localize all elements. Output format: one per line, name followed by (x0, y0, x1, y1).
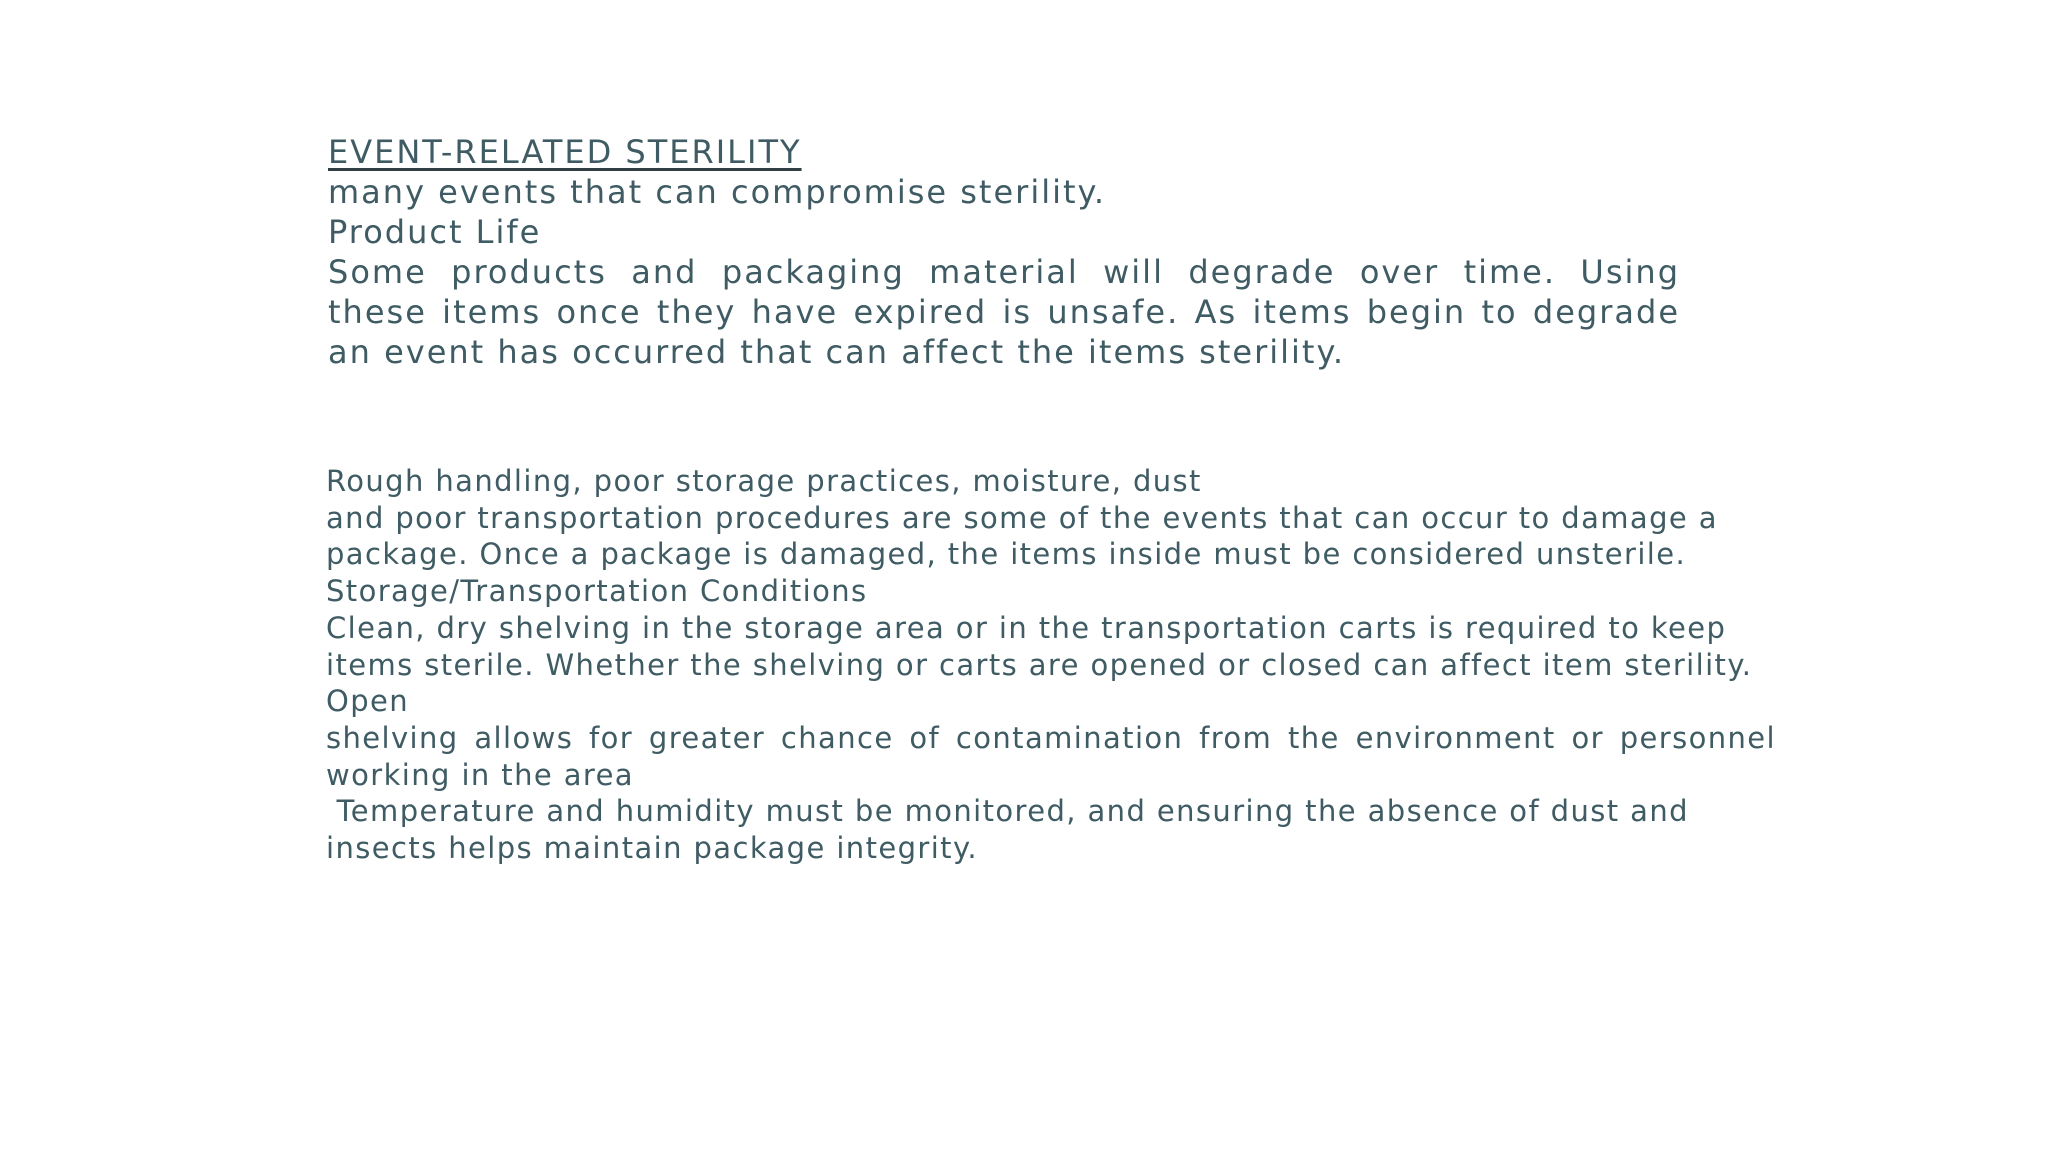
event-related-sterility-section (328, 132, 1680, 372)
package-damage-section (326, 463, 1776, 867)
product-life-body: Some products and packaging material will degrade over time. Using these items once they have expired is unsafe. As items begin to degrade an event has occurred that can affect the items sterility. (328, 253, 1680, 371)
damage-line-2: and poor transportation procedures are some of the events that can occur to damage a package. Once a package is damaged, the items inside must be considered unsterile. (326, 500, 1718, 572)
product-life-subheading: Product Life (328, 213, 542, 251)
storage-paragraph-3: Temperature and humidity must be monitored, and ensuring the absence of dust and insects helps maintain package integrity. (326, 794, 1700, 866)
intro-text: many events that can compromise sterility. (328, 173, 1107, 211)
section-heading: EVENT-RELATED STERILITY (328, 133, 802, 171)
damage-line-1: Rough handling, poor storage practices, moisture, dust (326, 464, 1202, 498)
storage-paragraph-2: shelving allows for greater chance of contamination from the environment or personnel working in the area (326, 720, 1776, 792)
storage-paragraph-1: Clean, dry shelving in the storage area or in the transportation carts is required to keep items sterile. Whether the shelving or carts are opened or closed can affect item sterility. Open (326, 610, 1753, 719)
storage-subheading: Storage/Transportation Conditions (326, 574, 868, 609)
